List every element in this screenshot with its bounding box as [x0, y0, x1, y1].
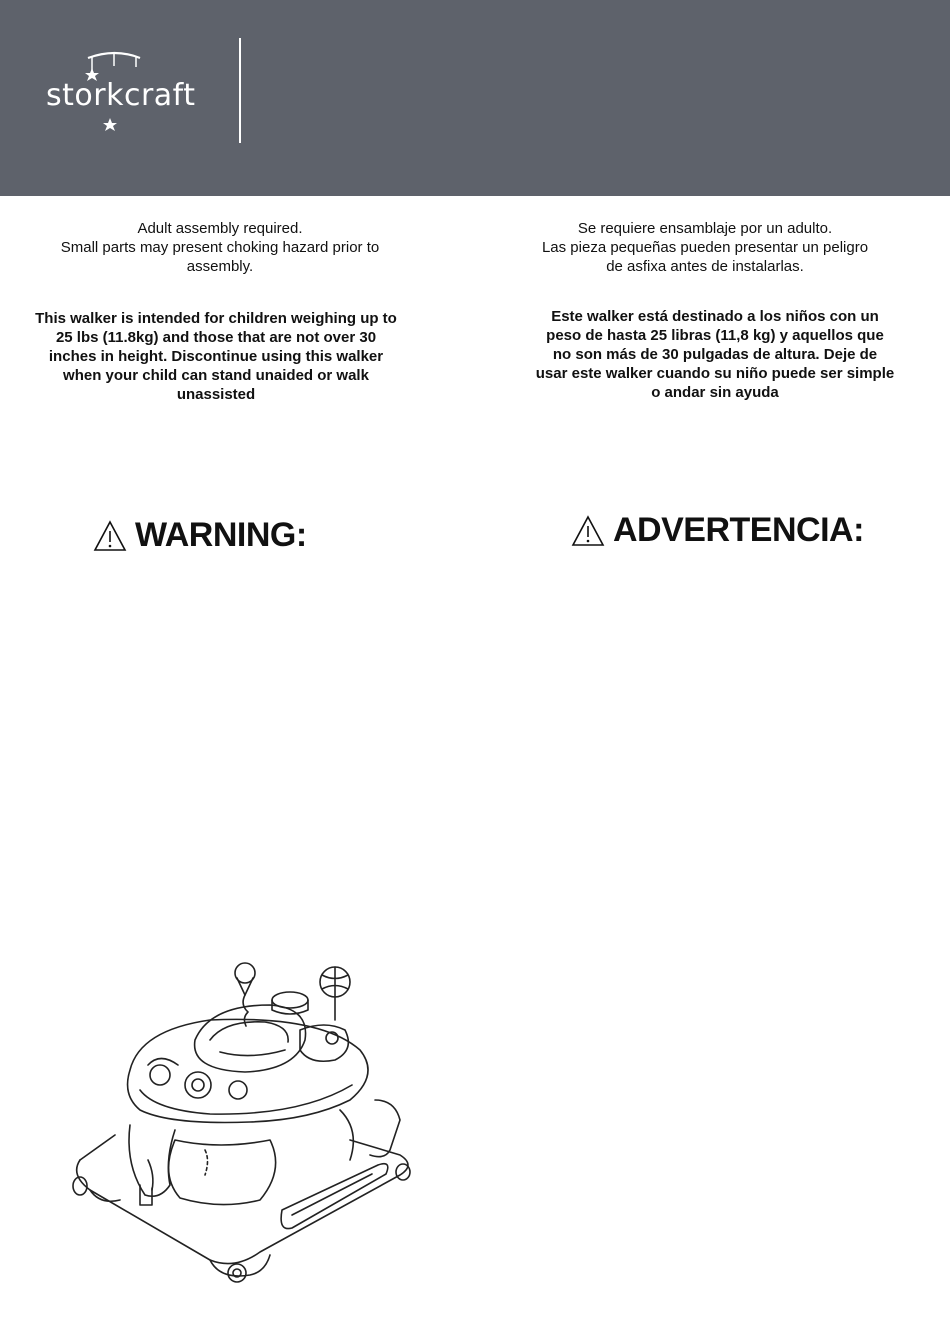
warning-title: ADVERTENCIA:: [613, 511, 864, 549]
intended-use-line: o andar sin ayuda: [651, 384, 779, 401]
intended-use-line: unassisted: [176, 386, 256, 403]
assembly-notice-line: Se requiere ensamblaje por un adulto.: [577, 220, 833, 237]
intended-use-line: usar este walker cuando su niño puede ser simple: [535, 365, 895, 382]
assembly-notice-line: Small parts may present choking hazard prior to: [60, 239, 380, 256]
intended-use-line: no son más de 30 pulgadas de altura. Deje de: [552, 346, 878, 363]
warning-triangle-icon: [571, 515, 605, 547]
assembly-notice-line: assembly.: [186, 258, 254, 275]
warning-triangle-icon: [93, 520, 127, 552]
warning-title: WARNING:: [135, 516, 307, 554]
storkcraft-logo: [40, 40, 210, 140]
warning-heading-es: [571, 511, 864, 550]
assembly-notice-en: [30, 219, 410, 276]
intended-use-en: [30, 309, 402, 404]
intended-use-line: Este walker está destinado a los niños con un: [551, 308, 879, 325]
brand-name: storkcraft: [46, 78, 196, 113]
intended-use-line: This walker is intended for children weighing up to: [35, 310, 397, 327]
intended-use-line: inches in height. Discontinue using this walker: [48, 348, 384, 365]
assembly-notice-line: Las pieza pequeñas pueden presentar un peligro: [541, 239, 869, 256]
intended-use-line: 25 lbs (11.8kg) and those that are not over 30: [55, 329, 377, 346]
assembly-notice-line: de asfixa antes de instalarlas.: [606, 258, 804, 275]
assembly-notice-line: Adult assembly required.: [137, 220, 303, 237]
header-divider: [239, 38, 241, 143]
warning-heading-en: [93, 516, 307, 555]
intended-use-line: when your child can stand unaided or walk: [63, 367, 369, 384]
header-banner: [0, 0, 950, 196]
assembly-notice-es: [520, 219, 890, 276]
baby-walker-illustration: [60, 960, 420, 1290]
intended-use-es: [530, 307, 900, 402]
star-icon: [103, 118, 117, 131]
intended-use-line: peso de hasta 25 libras (11,8 kg) y aquellos que: [546, 327, 884, 344]
